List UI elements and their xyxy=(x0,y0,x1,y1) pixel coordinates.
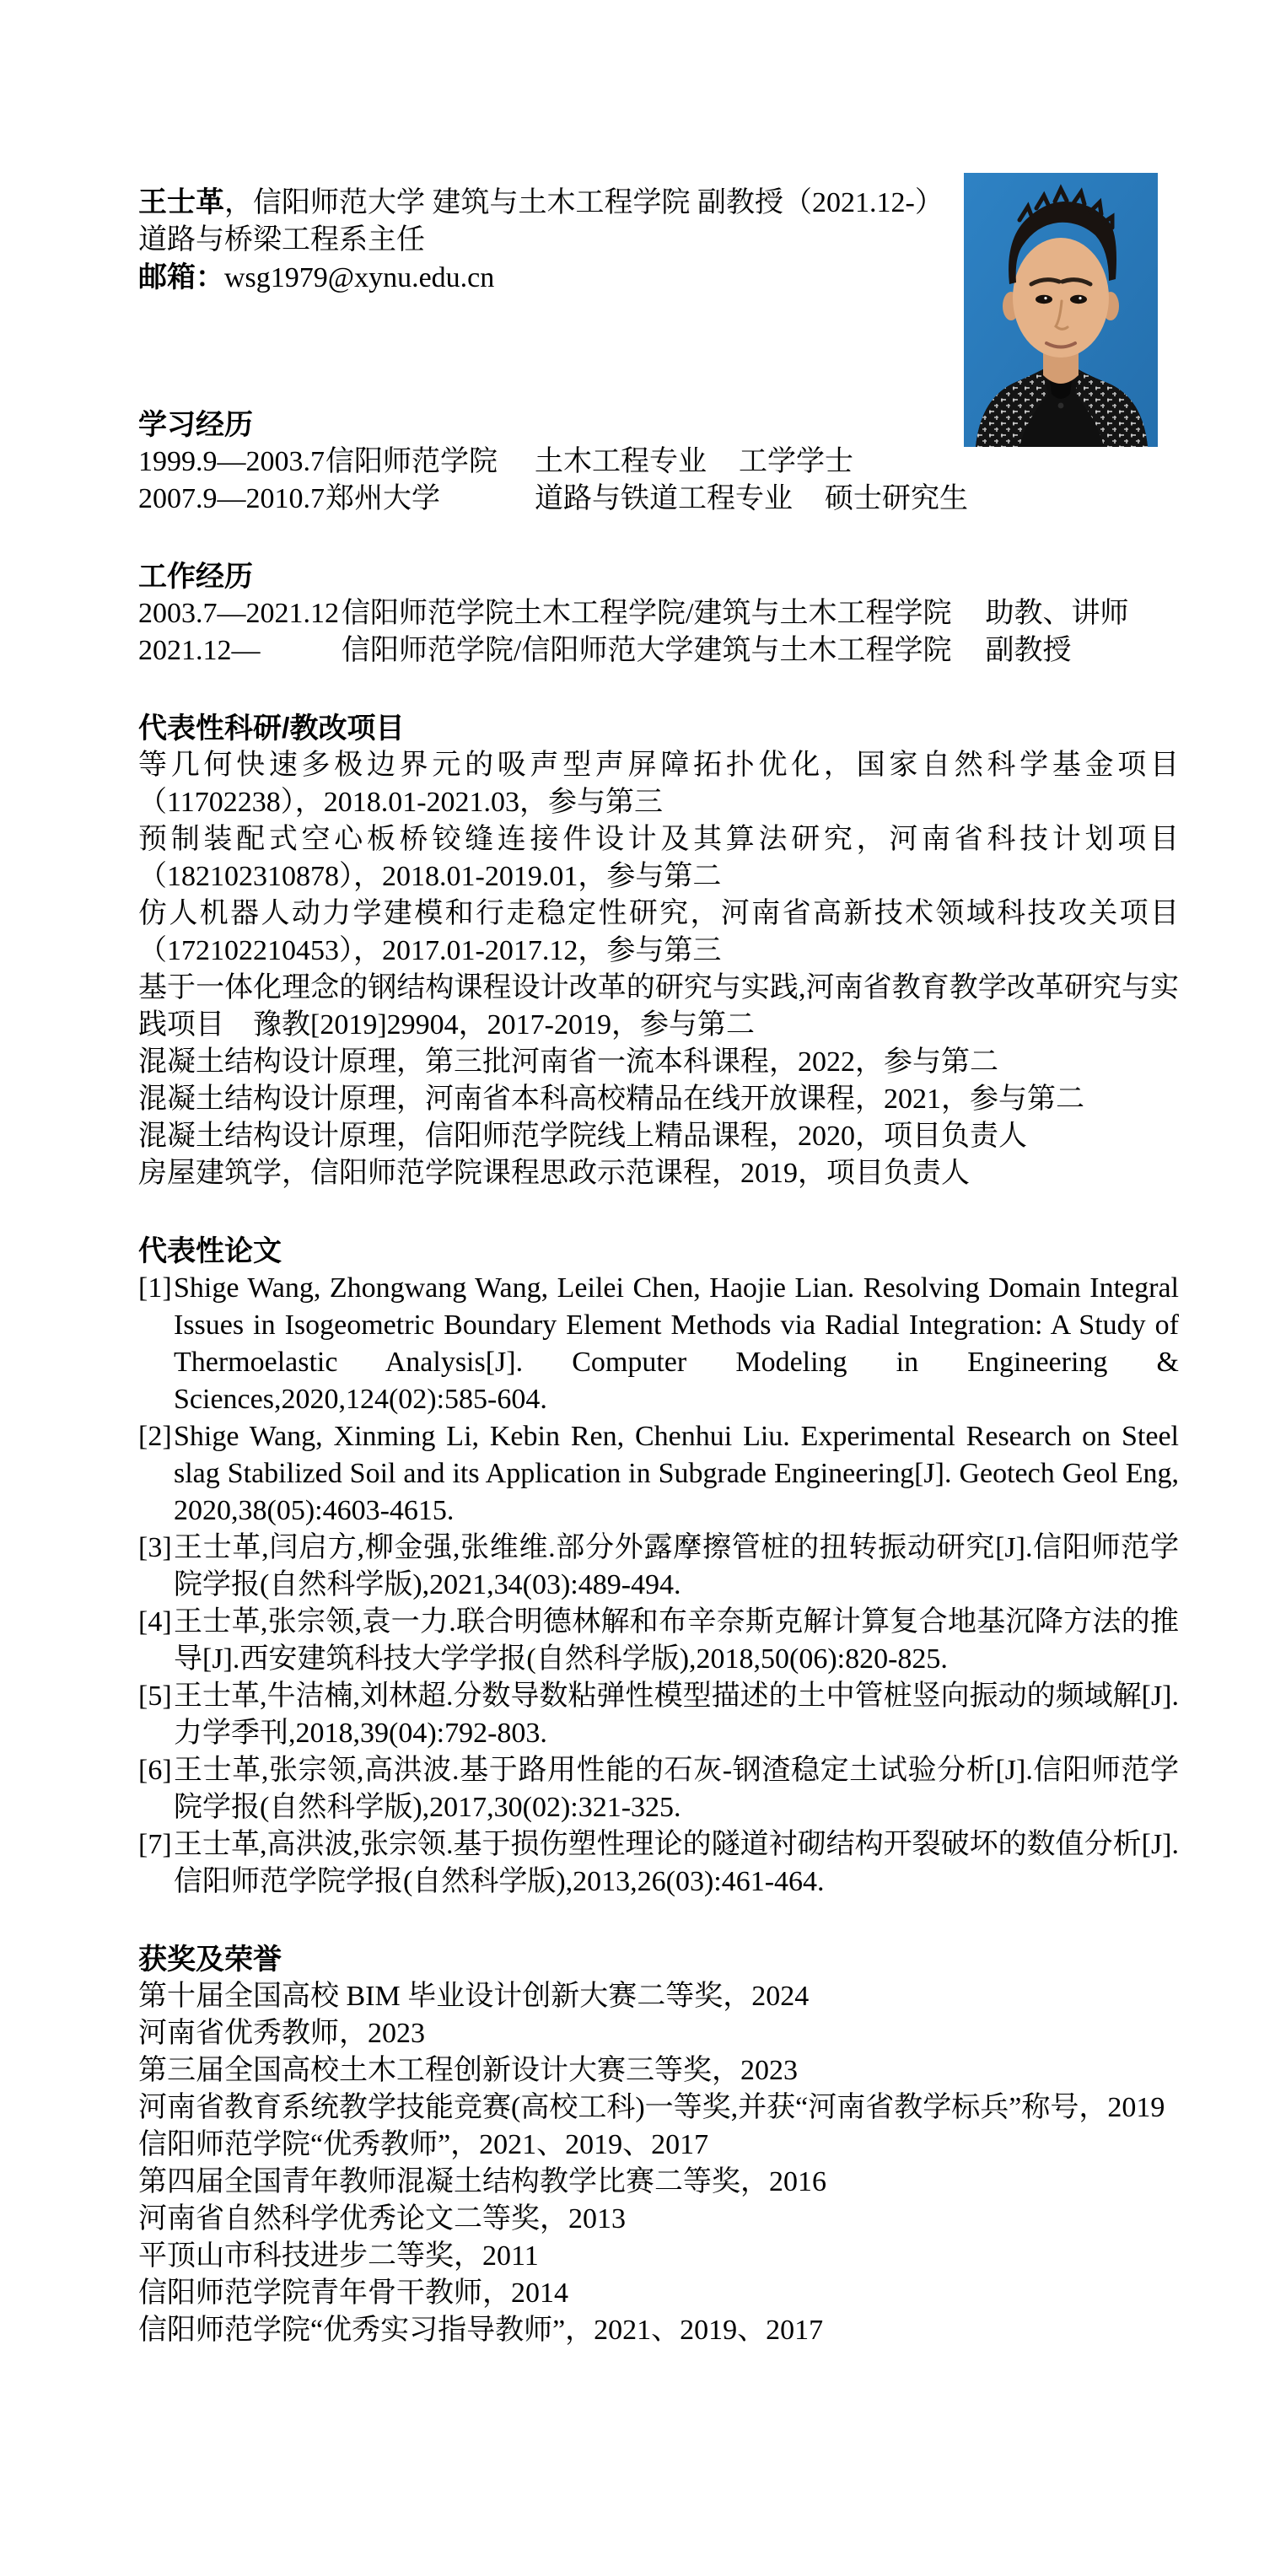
work-title: 工作经历 xyxy=(138,561,253,593)
education-degree: 工学学士 xyxy=(739,446,853,477)
education-degree: 硕士研究生 xyxy=(825,483,968,514)
email-label: 邮箱： xyxy=(138,261,224,293)
projects-list xyxy=(138,747,1179,1192)
work-job-title: 助教、讲师 xyxy=(985,598,1129,629)
paper-text: 王士革,闫启方,柳金强,张维维.部分外露摩擦管桩的扭转振动研究[J].信阳师范学院学报(自然科学版),2021,34(03):489-494. xyxy=(174,1532,1179,1600)
education-major: 道路与铁道工程专业 xyxy=(535,483,793,514)
paper-item xyxy=(138,1270,1179,1418)
award-item: 信阳师范学院青年骨干教师，2014 xyxy=(138,2278,568,2309)
paper-item xyxy=(138,1752,1179,1826)
header-line-1 xyxy=(138,184,1179,222)
project-item: 仿人机器人动力学建模和行走稳定性研究，河南省高新技术领域科技攻关项目（172102210453），2017.01-2017.12，参与第三 xyxy=(138,898,1179,966)
education-school: 郑州大学 xyxy=(325,483,440,514)
email-value: wsg1979@xynu.edu.cn xyxy=(224,262,495,293)
project-item: 房屋建筑学，信阳师范学院课程思政示范课程，2019，项目负责人 xyxy=(138,1158,970,1189)
section-papers xyxy=(138,1233,1179,1901)
paper-number: [4] xyxy=(138,1606,172,1638)
papers-title: 代表性论文 xyxy=(138,1235,282,1267)
department-line: 道路与桥梁工程系主任 xyxy=(138,224,425,255)
award-item: 河南省教育系统教学技能竞赛(高校工科)一等奖,并获“河南省教学标兵”称号，2019 xyxy=(138,2092,1165,2123)
education-table xyxy=(138,444,1179,518)
work-row xyxy=(138,632,1179,670)
award-item: 河南省优秀教师，2023 xyxy=(138,2018,425,2049)
paper-item xyxy=(138,1418,1179,1530)
work-period: 2003.7—2021.12 xyxy=(138,598,339,629)
awards-title: 获奖及荣誉 xyxy=(138,1944,282,1976)
paper-text: 王士革,张宗领,高洪波.基于路用性能的石灰-钢渣稳定土试验分析[J].信阳师范学院学报(自然科学版),2017,30(02):321-325. xyxy=(174,1755,1179,1823)
section-projects xyxy=(138,710,1179,1192)
award-item: 第四届全国青年教师混凝土结构教学比赛二等奖，2016 xyxy=(138,2166,826,2197)
award-item: 河南省自然科学优秀论文二等奖，2013 xyxy=(138,2203,626,2235)
email-line xyxy=(138,259,1179,297)
education-row xyxy=(138,481,1179,518)
education-title: 学习经历 xyxy=(138,409,253,441)
paper-number: [6] xyxy=(138,1755,172,1786)
paper-number: [5] xyxy=(138,1681,172,1712)
cv-content xyxy=(138,184,1179,2349)
person-name: 王士革 xyxy=(138,186,224,218)
paper-item xyxy=(138,1530,1179,1604)
awards-list xyxy=(138,1978,1179,2349)
project-item: 预制装配式空心板桥铰缝连接件设计及其算法研究，河南省科技计划项目（182102310878），2018.01-2019.01，参与第二 xyxy=(138,824,1179,892)
paper-number: [7] xyxy=(138,1829,172,1860)
award-item: 信阳师范学院“优秀教师”，2021、2019、2017 xyxy=(138,2129,709,2160)
paper-number: [1] xyxy=(138,1272,172,1304)
paper-item xyxy=(138,1826,1179,1901)
project-item: 混凝土结构设计原理，第三批河南省一流本科课程，2022，参与第二 xyxy=(138,1046,998,1078)
paper-number: [3] xyxy=(138,1532,172,1563)
education-school: 信阳师范学院 xyxy=(325,446,498,477)
paper-item xyxy=(138,1604,1179,1678)
project-item: 等几何快速多极边界元的吸声型声屏障拓扑优化，国家自然科学基金项目（11702238），2018.01-2021.03，参与第三 xyxy=(138,750,1179,818)
award-item: 第十届全国高校 BIM 毕业设计创新大赛二等奖，2024 xyxy=(138,1981,810,2012)
header-role-text: ，信阳师范大学 建筑与土木工程学院 副教授（2021.12-） xyxy=(224,187,944,218)
work-organization: 信阳师范学院/信阳师范大学建筑与土木工程学院 xyxy=(342,635,952,666)
projects-title: 代表性科研/教改项目 xyxy=(138,713,405,745)
education-period: 1999.9—2003.7 xyxy=(138,446,325,477)
section-work xyxy=(138,558,1179,670)
paper-text: 王士革,高洪波,张宗领.基于损伤塑性理论的隧道衬砌结构开裂破坏的数值分析[J].信阳师范学院学报(自然科学版),2013,26(03):461-464. xyxy=(174,1829,1179,1897)
papers-list xyxy=(138,1270,1179,1901)
project-item: 混凝土结构设计原理，信阳师范学院线上精品课程，2020，项目负责人 xyxy=(138,1121,1027,1152)
award-item: 平顶山市科技进步二等奖，2011 xyxy=(138,2240,539,2272)
project-item: 基于一体化理念的钢结构课程设计改革的研究与实践,河南省教育教学改革研究与实践项目 豫教[2019]29904，2017-2019，参与第二 xyxy=(138,972,1179,1041)
education-row xyxy=(138,444,1179,481)
section-awards xyxy=(138,1941,1179,2349)
paper-text: 王士革,张宗领,袁一力.联合明德林解和布辛奈斯克解计算复合地基沉降方法的推导[J].西安建筑科技大学学报(自然科学版),2018,50(06):820-825. xyxy=(174,1606,1179,1675)
work-period: 2021.12— xyxy=(138,635,261,666)
award-item: 第三届全国高校土木工程创新设计大赛三等奖，2023 xyxy=(138,2055,798,2086)
education-period: 2007.9—2010.7 xyxy=(138,483,325,514)
work-organization: 信阳师范学院土木工程学院/建筑与土木工程学院 xyxy=(342,598,952,629)
paper-text: Shige Wang, Xinming Li, Kebin Ren, Chenhui Liu. Experimental Research on Steel slag Stabilized Soil and its Application in Subgrade Engineering[J]. Geotech Geol Eng, 2020,38(05):4603-4615. xyxy=(174,1421,1179,1526)
education-major: 土木工程专业 xyxy=(535,446,707,477)
award-item: 信阳师范学院“优秀实习指导教师”，2021、2019、2017 xyxy=(138,2315,824,2346)
section-education xyxy=(138,406,1179,518)
project-item: 混凝土结构设计原理，河南省本科高校精品在线开放课程，2021，参与第二 xyxy=(138,1084,1084,1115)
paper-text: 王士革,牛洁楠,刘林超.分数导数粘弹性模型描述的土中管桩竖向振动的频域解[J].力学季刊,2018,39(04):792-803. xyxy=(174,1681,1179,1749)
paper-text: Shige Wang, Zhongwang Wang, Leilei Chen, Haojie Lian. Resolving Domain Integral Issues in Isogeometric Boundary Element Methods via Radial Integration: A Study of Thermoelastic Analysis[J]. Computer Modeling in Engineering & Sciences,2020,124(02):585-604. xyxy=(174,1272,1179,1415)
work-job-title: 副教授 xyxy=(985,635,1072,666)
work-table xyxy=(138,595,1179,670)
header xyxy=(138,184,1179,297)
paper-number: [2] xyxy=(138,1421,172,1452)
paper-item xyxy=(138,1678,1179,1752)
work-row xyxy=(138,595,1179,632)
